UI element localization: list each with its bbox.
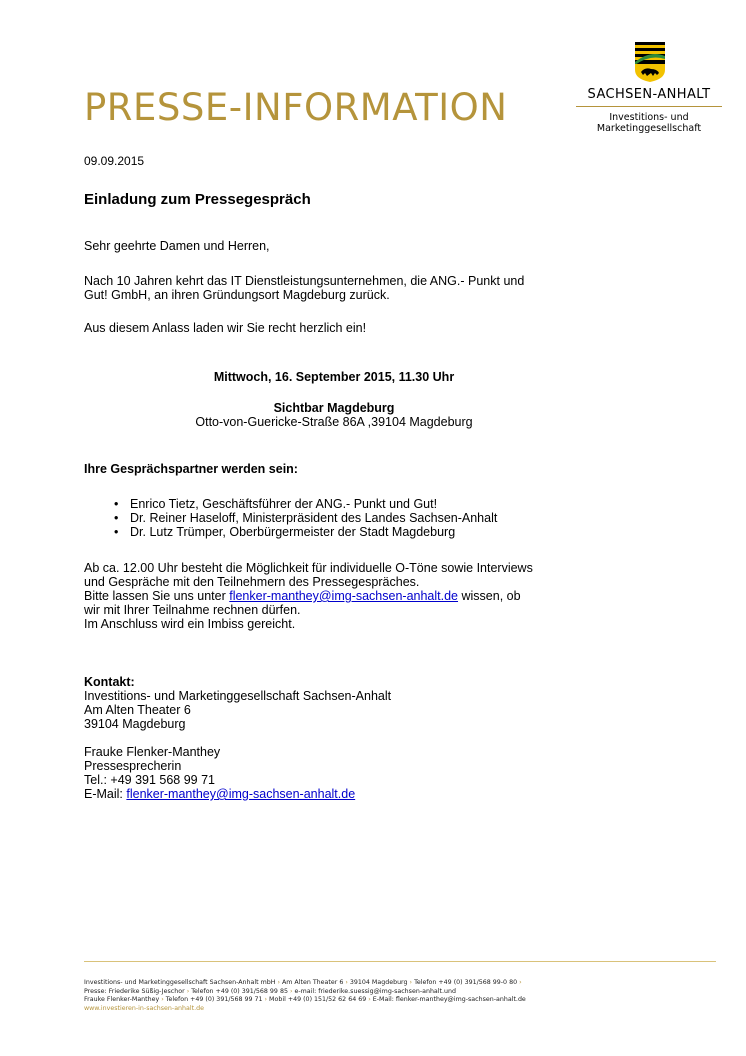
list-item: • Enrico Tietz, Geschäftsführer der ANG.- Punkt und Gut! <box>130 497 497 511</box>
invitation-text: Aus diesem Anlass laden wir Sie recht herzlich ein! <box>84 321 367 335</box>
footer-text: Frauke Flenker-Manthey <box>84 996 160 1003</box>
contact-heading: Kontakt: <box>84 675 135 689</box>
greeting: Sehr geehrte Damen und Herren, <box>84 239 270 253</box>
footer-website[interactable]: www.investieren-in-sachsen-anhalt.de <box>84 1004 204 1012</box>
details-line: und Gespräche mit den Teilnehmern des Pressegespräches. <box>84 575 420 589</box>
logo-divider <box>576 106 722 107</box>
footer-text: Telefon +49 (0) 391/568 99 71 <box>165 996 263 1003</box>
list-item: • Dr. Reiner Haseloff, Ministerpräsident des Landes Sachsen-Anhalt <box>130 511 497 525</box>
event-datetime: Mittwoch, 16. September 2015, 11.30 Uhr <box>213 370 455 384</box>
coat-of-arms-icon <box>633 42 667 82</box>
contact-email-link[interactable]: flenker-manthey@img-sachsen-anhalt.de <box>126 787 356 801</box>
details-text: Bitte lassen Sie uns unter <box>84 589 230 603</box>
contact-phone: Tel.: +49 391 568 99 71 <box>84 773 216 787</box>
footer-line: Presse: Friederike Süßig-Jeschor › Telefon +49 (0) 391/568 99 85 › e-mail: friederike.suessig@img-sachsen-anhalt.und <box>84 987 456 995</box>
footer-text: 39104 Magdeburg <box>349 979 408 986</box>
details-line: wir mit Ihrer Teilnahme rechnen dürfen. <box>84 603 301 617</box>
contact-street: Am Alten Theater 6 <box>84 703 191 717</box>
footer <box>84 979 526 1013</box>
footer-text: Mobil +49 (0) 151/52 62 64 69 <box>269 996 367 1003</box>
intro-paragraph <box>84 274 524 302</box>
footer-text: Presse: Friederike Süßig-Jeschor <box>84 987 185 995</box>
page-title: PRESSE-INFORMATION <box>84 86 508 129</box>
logo-subtitle <box>576 112 722 134</box>
intro-line: Nach 10 Jahren kehrt das IT Dienstleistungsunternehmen, die ANG.- Punkt und <box>84 274 525 288</box>
details-text: wissen, ob <box>458 589 521 603</box>
details-line: Ab ca. 12.00 Uhr besteht die Möglichkeit für individuelle O-Töne sowie Interviews <box>84 561 533 575</box>
details-line: Im Anschluss wird ein Imbiss gereicht. <box>84 617 296 631</box>
footer-text: e-mail: friederike.suessig@img-sachsen-anhalt.und <box>294 987 456 995</box>
list-item: • Dr. Lutz Trümper, Oberbürgermeister der Stadt Magdeburg <box>130 525 497 539</box>
contact-email-line <box>84 787 391 801</box>
spacer <box>84 731 391 745</box>
footer-text: Am Alten Theater 6 <box>281 979 344 986</box>
footer-text: E-Mail: flenker-manthey@img-sachsen-anhalt.de <box>372 996 526 1003</box>
footer-divider <box>84 961 716 962</box>
logo-name: SACHSEN-ANHALT <box>587 87 711 102</box>
logo-subtitle-line1: Investitions- und <box>609 112 689 123</box>
event-address: Otto-von-Guericke-Straße 86A ,39104 Magdeburg <box>195 415 473 429</box>
document-heading: Einladung zum Pressegespräch <box>84 191 311 208</box>
footer-text: Telefon +49 (0) 391/568 99-0 80 <box>414 979 518 986</box>
event-venue: Sichtbar Magdeburg <box>273 401 395 415</box>
partners-heading: Ihre Gesprächspartner werden sein: <box>84 462 298 476</box>
logo-subtitle-line2: Marketinggesellschaft <box>596 123 702 134</box>
email-link[interactable]: flenker-manthey@img-sachsen-anhalt.de <box>229 589 459 603</box>
footer-line: Frauke Flenker-Manthey › Telefon +49 (0) 391/568 99 71 › Mobil +49 (0) 151/52 62 64 69 › E-Mail: flenker-manthey@img-sachsen-anhalt.de <box>84 996 526 1003</box>
contact-block <box>84 675 391 801</box>
details-line-with-link <box>84 589 533 603</box>
contact-email-label: E-Mail: <box>84 787 127 801</box>
footer-text: Telefon +49 (0) 391/568 99 85 <box>191 987 288 995</box>
partners-list <box>84 497 497 539</box>
contact-org: Investitions- und Marketinggesellschaft Sachsen-Anhalt <box>84 689 392 703</box>
footer-line: Investitions- und Marketinggesellschaft Sachsen-Anhalt mbH › Am Alten Theater 6 › 39104 Magdeburg › Telefon +49 (0) 391/568 99-0 80 › <box>84 979 522 986</box>
footer-text: Investitions- und Marketinggesellschaft Sachsen-Anhalt mbH <box>84 979 276 986</box>
contact-role: Pressesprecherin <box>84 759 182 773</box>
contact-person: Frauke Flenker-Manthey <box>84 745 221 759</box>
release-date: 09.09.2015 <box>84 154 145 168</box>
intro-line: Gut! GmbH, an ihren Gründungsort Magdeburg zurück. <box>84 288 390 302</box>
contact-city: 39104 Magdeburg <box>84 717 186 731</box>
details-paragraph <box>84 561 533 631</box>
